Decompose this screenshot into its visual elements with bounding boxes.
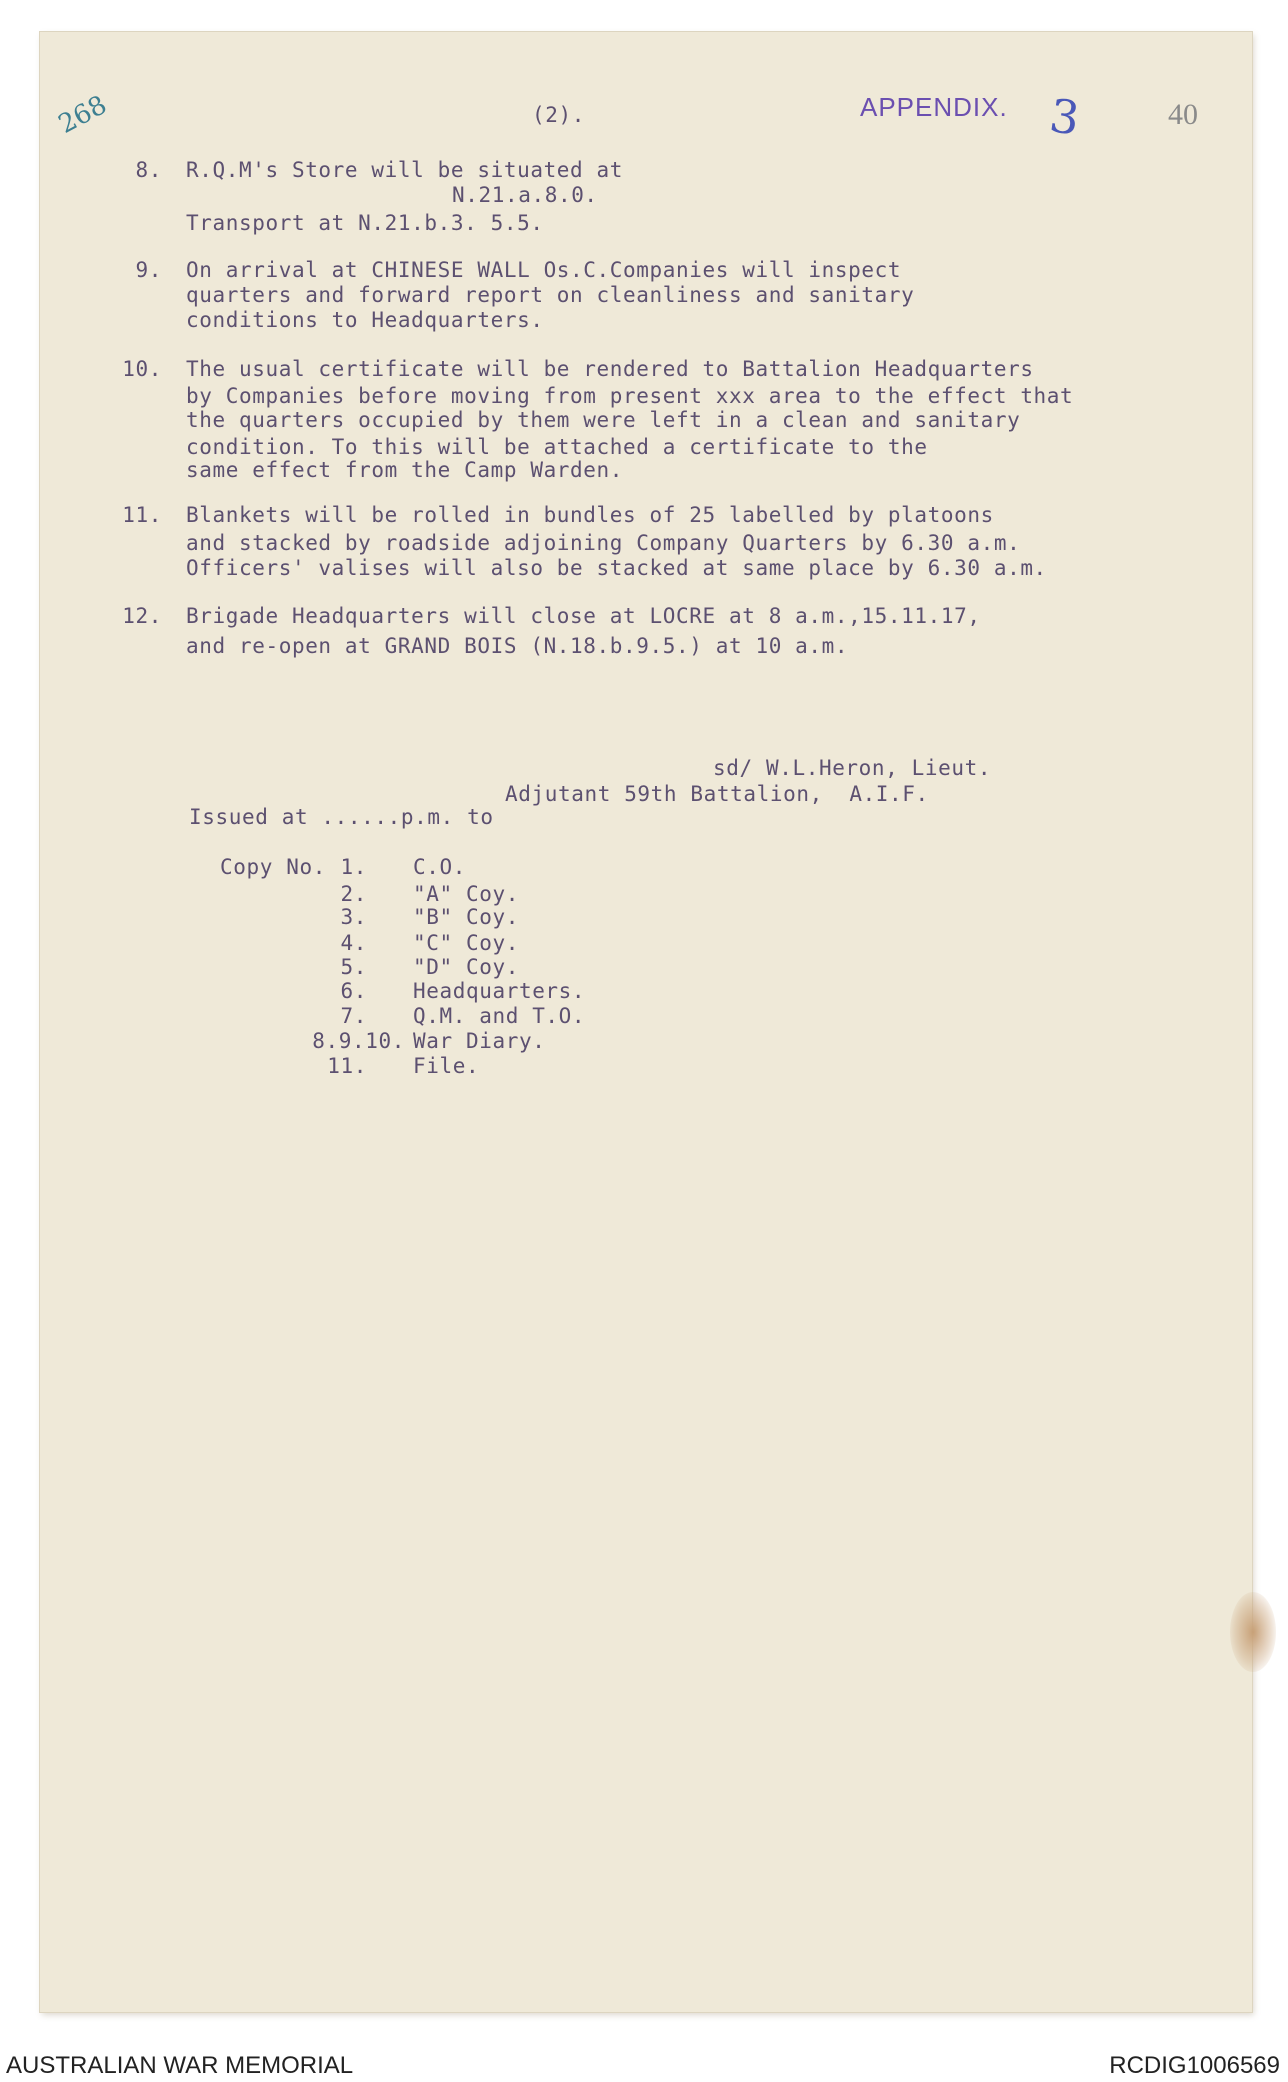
paragraph-line: quarters and forward report on cleanliness and sanitary <box>186 283 915 307</box>
paragraph-number: 8. <box>135 158 162 182</box>
signature-line: sd/ W.L.Heron, Lieut. <box>713 756 992 780</box>
paper-stain <box>1230 1592 1276 1672</box>
copy-number: 6. <box>340 979 367 1003</box>
paragraph-line: by Companies before moving from present xxx area to the effect that <box>186 384 1074 408</box>
paragraph-number: 12. <box>122 604 162 628</box>
copy-label: Copy No. <box>220 855 326 879</box>
copy-recipient: C.O. <box>413 855 466 879</box>
page-marker: (2). <box>532 103 585 127</box>
copy-recipient: Headquarters. <box>413 979 586 1003</box>
copy-number: 8.9.10. <box>312 1029 405 1053</box>
copy-recipient: "B" Coy. <box>413 905 519 929</box>
paragraph-number: 10. <box>122 357 162 381</box>
paragraph-line: same effect from the Camp Warden. <box>186 458 624 482</box>
appendix-number: 3 <box>1046 88 1083 146</box>
copy-number: 2. <box>340 882 367 906</box>
copy-number: 3. <box>340 905 367 929</box>
paragraph-line: Transport at N.21.b.3. 5.5. <box>186 211 544 235</box>
issued-line: Issued at ......p.m. to <box>189 805 494 829</box>
copy-recipient: "C" Coy. <box>413 931 519 955</box>
paragraph-line: R.Q.M's Store will be situated at <box>186 158 624 182</box>
copy-recipient: "A" Coy. <box>413 882 519 906</box>
paragraph-line: and stacked by roadside adjoining Company Quarters by 6.30 a.m. <box>186 531 1021 555</box>
copy-recipient: War Diary. <box>413 1029 546 1053</box>
appendix-stamp: APPENDIX. <box>860 92 1008 122</box>
copy-number: 4. <box>340 931 367 955</box>
paragraph-line: On arrival at CHINESE WALL Os.C.Companies will inspect <box>186 258 902 282</box>
copy-number: 1. <box>340 855 367 879</box>
footer-record-id: RCDIG1006569 <box>1109 2052 1280 2079</box>
paragraph-line: The usual certificate will be rendered to Battalion Headquarters <box>186 357 1034 381</box>
paragraph-line: and re-open at GRAND BOIS (N.18.b.9.5.) at 10 a.m. <box>186 634 849 658</box>
folio-number: 40 <box>1168 98 1198 131</box>
paragraph-line: Blankets will be rolled in bundles of 25 labelled by platoons <box>186 503 994 527</box>
paragraph-line: N.21.a.8.0. <box>452 183 598 207</box>
copy-number: 5. <box>340 955 367 979</box>
signature-appointment: Adjutant 59th Battalion, A.I.F. <box>505 782 929 806</box>
handwritten-folio: 268 <box>53 90 112 140</box>
copy-recipient: "D" Coy. <box>413 955 519 979</box>
paragraph-line: the quarters occupied by them were left in a clean and sanitary <box>186 408 1021 432</box>
paragraph-line: Brigade Headquarters will close at LOCRE at 8 a.m.,15.11.17, <box>186 604 981 628</box>
paragraph-number: 11. <box>122 503 162 527</box>
copy-number: 11. <box>327 1054 367 1078</box>
copy-recipient: File. <box>413 1054 480 1078</box>
copy-recipient: Q.M. and T.O. <box>413 1004 586 1028</box>
footer-institution: AUSTRALIAN WAR MEMORIAL <box>6 2052 354 2079</box>
paragraph-line: conditions to Headquarters. <box>186 308 544 332</box>
paragraph-line: Officers' valises will also be stacked at same place by 6.30 a.m. <box>186 556 1047 580</box>
copy-number: 7. <box>340 1004 367 1028</box>
paragraph-line: condition. To this will be attached a certificate to the <box>186 435 928 459</box>
paragraph-number: 9. <box>135 258 162 282</box>
